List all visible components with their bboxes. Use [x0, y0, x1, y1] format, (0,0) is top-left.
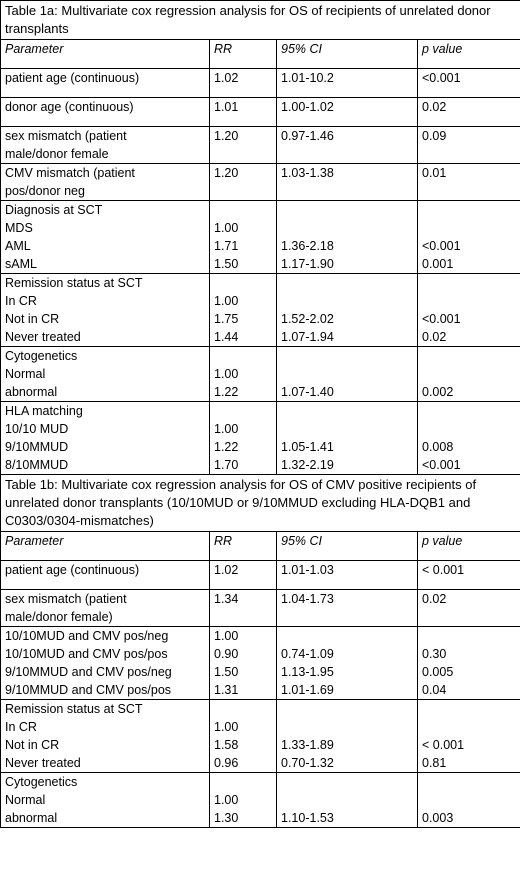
cell-line [281, 791, 413, 809]
cell-line: 1.01 [214, 100, 239, 114]
cell-parameter [1, 347, 210, 402]
cell-line: 1.03-1.38 [281, 166, 334, 180]
cell-line: < 0.001 [422, 563, 465, 577]
cell-line: Remission status at SCT [5, 276, 143, 290]
cell-rr [210, 69, 277, 98]
cell-line: 1.00 [214, 367, 239, 381]
cell-line: 1.50 [214, 665, 239, 679]
cell-line [281, 420, 413, 438]
cell-line: sAML [5, 257, 37, 271]
cell-line [422, 292, 516, 310]
cell-line [422, 791, 516, 809]
header-spacer [5, 58, 205, 68]
cell-line: AML [5, 239, 31, 253]
cell-parameter [1, 201, 210, 274]
cell-rr [210, 402, 277, 475]
cell-p-value [418, 347, 520, 402]
cell-line: 0.002 [422, 385, 454, 399]
cell-line [422, 219, 516, 237]
cell-spacer [281, 579, 413, 589]
cell-p-value [418, 773, 520, 828]
cell-line [422, 365, 516, 383]
cell-line: 1.07-1.40 [281, 385, 334, 399]
cell-p-value [418, 69, 520, 98]
cell-line: sex mismatch (patient [5, 592, 127, 606]
column-header-ci [277, 532, 418, 561]
cell-line: 1.20 [214, 129, 239, 143]
cell-line: pos/donor neg [5, 184, 85, 198]
cell-line [281, 201, 413, 219]
cell-line [422, 201, 516, 219]
cell-line: 1.22 [214, 385, 239, 399]
cell-parameter [1, 590, 210, 627]
cell-parameter [1, 627, 210, 700]
column-header-rr [210, 40, 277, 69]
cell-spacer [5, 87, 205, 97]
header-spacer [281, 58, 413, 68]
cell-p-value [418, 98, 520, 127]
cell-line [422, 627, 516, 645]
column-header-rr [210, 532, 277, 561]
cell-line: Cytogenetics [5, 349, 78, 363]
cell-line: 0.001 [422, 257, 454, 271]
table-1a-title-row [1, 1, 520, 40]
cell-line: 1.00 [214, 294, 239, 308]
cell-line: <0.001 [422, 312, 461, 326]
cell-line: male/donor female) [5, 610, 113, 624]
cell-rr [210, 627, 277, 700]
header-label: RR [214, 534, 233, 548]
cell-line: 0.01 [422, 166, 447, 180]
cell-ci [277, 98, 418, 127]
cell-line [422, 420, 516, 438]
table-row [1, 347, 520, 402]
cell-line: 0.70-1.32 [281, 756, 334, 770]
table-1a-header-row [1, 40, 520, 69]
cell-p-value [418, 274, 520, 347]
cell-line: Not in CR [5, 738, 60, 752]
cell-line: abnormal [5, 385, 58, 399]
cell-p-value [418, 700, 520, 773]
cell-line: 10/10MUD and CMV pos/neg [5, 629, 169, 643]
header-spacer [214, 550, 272, 560]
cell-line [281, 365, 413, 383]
cell-line [214, 402, 272, 420]
cell-line [422, 773, 516, 791]
cell-parameter [1, 127, 210, 164]
cell-line: In CR [5, 294, 37, 308]
cell-line: 1.50 [214, 257, 239, 271]
cell-line: 1.00 [214, 629, 239, 643]
table-1a-title: Table 1a: Multivariate cox regression analysis for OS of recipients of unrelated donor transplants [1, 1, 520, 40]
cell-rr [210, 700, 277, 773]
column-header-p-value [418, 532, 520, 561]
cell-line: abnormal [5, 811, 58, 825]
cell-ci [277, 164, 418, 201]
cell-line: <0.001 [422, 239, 461, 253]
cell-p-value [418, 127, 520, 164]
cell-line: Diagnosis at SCT [5, 203, 103, 217]
table-row [1, 700, 520, 773]
header-spacer [214, 58, 272, 68]
cell-rr [210, 127, 277, 164]
cell-line: 1.02 [214, 71, 239, 85]
cell-line: 9/10MMUD [5, 440, 69, 454]
regression-table-body [1, 1, 520, 828]
cell-ci [277, 561, 418, 590]
header-label: 95% CI [281, 534, 322, 548]
cell-line: 1.44 [214, 330, 239, 344]
cell-line: 1.32-2.19 [281, 458, 334, 472]
cell-line: 0.008 [422, 440, 454, 454]
header-spacer [422, 550, 516, 560]
table-row [1, 402, 520, 475]
cell-rr [210, 561, 277, 590]
cell-line: 0.90 [214, 647, 239, 661]
cell-line: 1.00 [214, 793, 239, 807]
cell-line [422, 274, 516, 292]
cell-p-value [418, 590, 520, 627]
cell-line: 9/10MMUD and CMV pos/pos [5, 683, 172, 697]
column-header-p-value [418, 40, 520, 69]
cell-line: male/donor female [5, 147, 109, 161]
cell-p-value [418, 627, 520, 700]
cell-line [422, 718, 516, 736]
cell-line: 1.04-1.73 [281, 592, 334, 606]
cell-line [281, 274, 413, 292]
cell-line [422, 700, 516, 718]
cell-line: 1.30 [214, 811, 239, 825]
cell-p-value [418, 164, 520, 201]
cell-line: Normal [5, 793, 46, 807]
cell-line: 0.96 [214, 756, 239, 770]
cell-line: 0.02 [422, 330, 447, 344]
cell-p-value [418, 201, 520, 274]
cell-spacer [281, 116, 413, 126]
cell-line: 1.02 [214, 563, 239, 577]
cell-line: 1.36-2.18 [281, 239, 334, 253]
cell-ci [277, 590, 418, 627]
cell-ci [277, 347, 418, 402]
cell-line: 0.30 [422, 647, 447, 661]
cell-line [281, 773, 413, 791]
cell-ci [277, 700, 418, 773]
cell-line: 9/10MMUD and CMV pos/neg [5, 665, 172, 679]
column-header-parameter [1, 40, 210, 69]
cell-line: 10/10MUD and CMV pos/pos [5, 647, 168, 661]
cell-line: < 0.001 [422, 738, 465, 752]
cell-spacer [422, 87, 516, 97]
cell-spacer [214, 579, 272, 589]
table-row [1, 274, 520, 347]
cell-line: patient age (continuous) [5, 563, 140, 577]
table-row [1, 627, 520, 700]
cell-line: CMV mismatch (patient [5, 166, 135, 180]
cell-line: 1.00-1.02 [281, 100, 334, 114]
cell-line [214, 201, 272, 219]
cell-line: Cytogenetics [5, 775, 78, 789]
cell-line: 0.74-1.09 [281, 647, 334, 661]
cell-parameter [1, 773, 210, 828]
cell-line: 1.33-1.89 [281, 738, 334, 752]
cell-p-value [418, 561, 520, 590]
header-label: Parameter [5, 534, 64, 548]
cell-spacer [214, 87, 272, 97]
cell-line: 1.10-1.53 [281, 811, 334, 825]
header-label: Parameter [5, 42, 64, 56]
cell-line: 1.71 [214, 239, 239, 253]
cell-line: 1.75 [214, 312, 239, 326]
cell-parameter [1, 98, 210, 127]
cell-line [281, 347, 413, 365]
cell-spacer [422, 116, 516, 126]
table-row [1, 561, 520, 590]
cell-line: 0.02 [422, 592, 447, 606]
cell-line: 0.02 [422, 100, 447, 114]
cell-line: 0.005 [422, 665, 454, 679]
header-spacer [422, 58, 516, 68]
header-label: 95% CI [281, 42, 322, 56]
cell-rr [210, 590, 277, 627]
cell-ci [277, 773, 418, 828]
header-label: p value [422, 42, 463, 56]
cell-line: patient age (continuous) [5, 71, 140, 85]
table-row [1, 773, 520, 828]
cell-line: donor age (continuous) [5, 100, 134, 114]
cell-line: 1.22 [214, 440, 239, 454]
cell-line: Never treated [5, 330, 81, 344]
cell-ci [277, 201, 418, 274]
cell-line: 1.05-1.41 [281, 440, 334, 454]
header-label: RR [214, 42, 233, 56]
cell-spacer [281, 87, 413, 97]
cell-rr [210, 98, 277, 127]
column-header-parameter [1, 532, 210, 561]
table-1b-header-row [1, 532, 520, 561]
cell-ci [277, 402, 418, 475]
cell-line [422, 402, 516, 420]
cell-line: sex mismatch (patient [5, 129, 127, 143]
cell-rr [210, 164, 277, 201]
column-header-ci [277, 40, 418, 69]
cell-line: 1.01-10.2 [281, 71, 334, 85]
table-row [1, 69, 520, 98]
cell-spacer [5, 116, 205, 126]
cell-line: 1.13-1.95 [281, 665, 334, 679]
cell-line [214, 773, 272, 791]
cell-line: 1.01-1.03 [281, 563, 334, 577]
cell-parameter [1, 700, 210, 773]
cell-line: 1.52-2.02 [281, 312, 334, 326]
cell-ci [277, 274, 418, 347]
cell-ci [277, 69, 418, 98]
header-spacer [5, 550, 205, 560]
cell-line: 1.58 [214, 738, 239, 752]
cell-line: 1.00 [214, 720, 239, 734]
cell-ci [277, 627, 418, 700]
cell-line [281, 402, 413, 420]
cell-line: 0.97-1.46 [281, 129, 334, 143]
cell-p-value [418, 402, 520, 475]
table-row [1, 590, 520, 627]
cell-parameter [1, 164, 210, 201]
cell-line: 1.00 [214, 221, 239, 235]
cell-ci [277, 127, 418, 164]
cell-line [214, 347, 272, 365]
cell-line: MDS [5, 221, 33, 235]
cell-line: Remission status at SCT [5, 702, 143, 716]
cell-line: In CR [5, 720, 37, 734]
cell-line: Never treated [5, 756, 81, 770]
cell-line: 1.00 [214, 422, 239, 436]
table-1b-title: Table 1b: Multivariate cox regression analysis for OS of CMV positive recipients of unrelated donor transplants (10/10MUD or 9/10MMUD excluding HLA-DQB1 and C0303/0304-mismatches) [1, 475, 520, 532]
cell-line [422, 347, 516, 365]
cell-line [281, 219, 413, 237]
cell-line [281, 718, 413, 736]
cell-line: HLA matching [5, 404, 83, 418]
cell-line [281, 292, 413, 310]
cell-line: 0.003 [422, 811, 454, 825]
cell-line: 1.20 [214, 166, 239, 180]
cell-line [281, 700, 413, 718]
cell-line: 0.04 [422, 683, 447, 697]
cell-line [281, 627, 413, 645]
cell-line: 8/10MMUD [5, 458, 69, 472]
cell-line: Not in CR [5, 312, 60, 326]
cell-line: 1.31 [214, 683, 239, 697]
cell-parameter [1, 69, 210, 98]
cell-line: <0.001 [422, 71, 461, 85]
cell-rr [210, 201, 277, 274]
cell-line: Normal [5, 367, 46, 381]
cell-line: 1.70 [214, 458, 239, 472]
cell-line: 1.01-1.69 [281, 683, 334, 697]
cell-rr [210, 274, 277, 347]
cell-line: <0.001 [422, 458, 461, 472]
cell-line: 1.07-1.94 [281, 330, 334, 344]
cell-spacer [422, 579, 516, 589]
cell-line [214, 700, 272, 718]
cell-parameter [1, 402, 210, 475]
header-spacer [281, 550, 413, 560]
table-1b-title-row [1, 475, 520, 532]
header-label: p value [422, 534, 463, 548]
table-row [1, 127, 520, 164]
cell-rr [210, 347, 277, 402]
cell-line: 0.09 [422, 129, 447, 143]
cell-line: 0.81 [422, 756, 447, 770]
cell-line: 1.34 [214, 592, 239, 606]
cell-spacer [214, 116, 272, 126]
table-row [1, 98, 520, 127]
cell-parameter [1, 561, 210, 590]
table-row [1, 201, 520, 274]
cell-parameter [1, 274, 210, 347]
table-row [1, 164, 520, 201]
cell-rr [210, 773, 277, 828]
cell-line: 1.17-1.90 [281, 257, 334, 271]
cell-spacer [5, 579, 205, 589]
cell-line: 10/10 MUD [5, 422, 69, 436]
cell-line [214, 274, 272, 292]
